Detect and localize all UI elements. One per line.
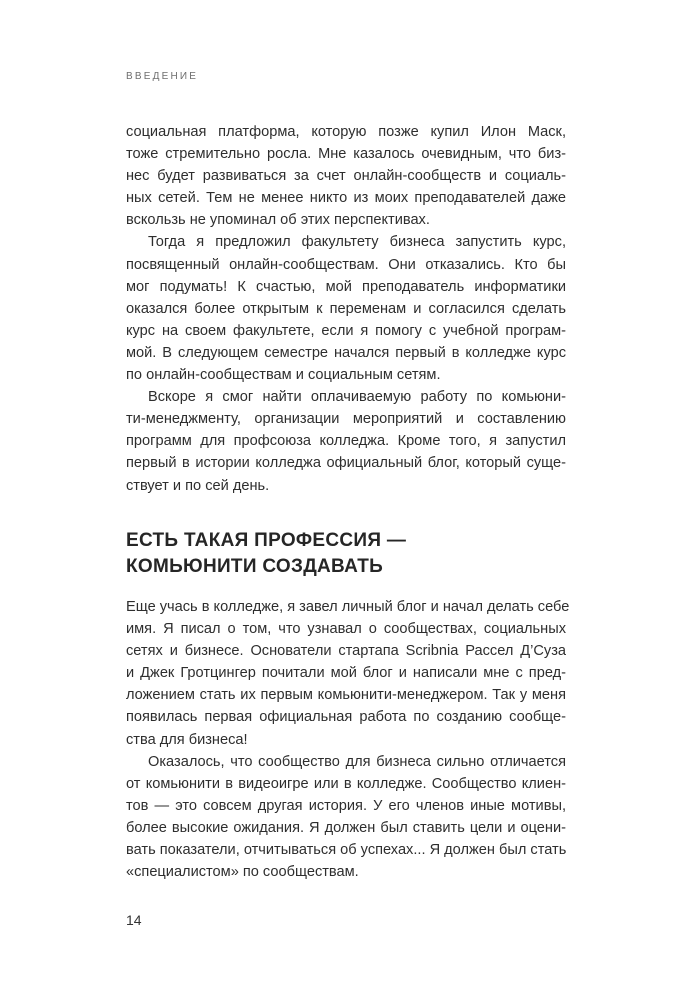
section-heading bbox=[126, 528, 566, 580]
running-head: ВВЕДЕНИЕ bbox=[126, 71, 199, 82]
text-line: ства для бизнеса! bbox=[126, 731, 248, 748]
text-line: появилась первая официальная работа по созданию сообще- bbox=[126, 709, 566, 726]
section-two-text bbox=[126, 596, 570, 883]
text-line: и Джек Гротцингер почитали мой блог и написали мне с пред- bbox=[126, 665, 566, 682]
text-line: нес будет развиваться за счет онлайн-сообществ и социаль- bbox=[126, 168, 566, 185]
heading-line: ЕСТЬ ТАКАЯ ПРОФЕССИЯ — bbox=[126, 530, 407, 551]
text-line: Оказалось, что сообщество для бизнеса сильно отличается bbox=[148, 753, 566, 770]
text-line: более высокие ожидания. Я должен был ставить цели и оцени- bbox=[126, 819, 566, 836]
text-line: мой. В следующем семестре начался первый в колледже курс bbox=[126, 344, 566, 361]
section-one-text bbox=[126, 121, 566, 497]
text-line: тоже стремительно росла. Мне казалось очевидным, что биз- bbox=[126, 146, 566, 163]
text-line: социальная платформа, которую позже купил Илон Маск, bbox=[126, 124, 566, 140]
text-line: мог подумать! К счастью, мой преподаватель информатики bbox=[126, 278, 566, 295]
text-line: Тогда я предложил факультету бизнеса запустить курс, bbox=[148, 234, 566, 251]
page-number: 14 bbox=[126, 912, 142, 928]
text-line: ти-менеджменту, организации мероприятий и составлению bbox=[126, 411, 566, 428]
text-line: сетях и бизнесе. Основатели стартапа Scribnia Рассел Д’Суза bbox=[126, 643, 566, 660]
text-line: вскользь не упоминал об этих перспективах. bbox=[126, 212, 430, 229]
text-line: вать показатели, отчитываться об успехах... Я должен был стать bbox=[126, 842, 567, 859]
text-line: курс на своем факультете, если я помогу с учебной програм- bbox=[126, 322, 566, 339]
text-line: «специалистом» по сообществам. bbox=[126, 864, 359, 881]
text-line: ложением стать их первым комьюнити-менеджером. Так у меня bbox=[126, 687, 566, 704]
text-line: оказался более открытым к переменам и согласился сделать bbox=[126, 300, 566, 317]
text-line: программ для профсоюза колледжа. Кроме того, я запустил bbox=[126, 433, 566, 450]
text-line: ствует и по сей день. bbox=[126, 477, 270, 494]
text-line: по онлайн-сообществам и социальным сетям. bbox=[126, 367, 441, 384]
text-line: имя. Я писал о том, что узнавал о сообществах, социальных bbox=[126, 621, 566, 638]
text-line: посвященный онлайн-сообществам. Они отказались. Кто бы bbox=[126, 256, 566, 273]
text-line: Еще учась в колледже, я завел личный блог и начал делать себе bbox=[126, 599, 570, 615]
text-line: Вскоре я смог найти оплачиваемую работу по комьюни- bbox=[148, 389, 566, 406]
text-line: первый в истории колледжа официальный блог, который суще- bbox=[126, 455, 566, 472]
text-line: от комьюнити в видеоигре или в колледже. Сообщество клиен- bbox=[126, 775, 566, 792]
text-line: ных сетей. Тем не менее никто из моих преподавателей даже bbox=[126, 190, 566, 207]
text-line: тов — это совсем другая история. У его членов иные мотивы, bbox=[126, 797, 566, 814]
heading-line: КОМЬЮНИТИ СОЗДАВАТЬ bbox=[126, 556, 384, 577]
